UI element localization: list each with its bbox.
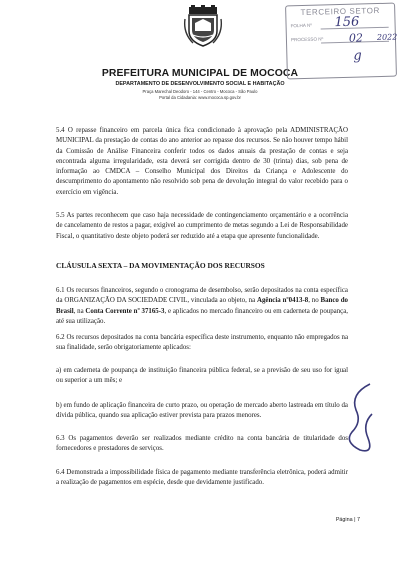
stamp-folha-value: 156	[334, 14, 360, 31]
paragraph-6-2-b: b) em fundo de aplicação financeira de curto prazo, ou operação de mercado aberto lastreada em título da dívida pública, quando sua aplicação estiver prevista para prazos menores.	[56, 402, 348, 420]
paragraph-6-4: 6.4 Demonstrada a impossibilidade física de pagamento mediante transferência eletrônica, poderá admitir a realização de pagamentos em espécie, desde que devidamente justificado.	[56, 469, 348, 487]
stamp-processo-label: PROCESSO Nº	[290, 36, 324, 43]
stamp-processo-year: 2022	[376, 32, 398, 43]
stamp-folha-label: FOLHA Nº	[290, 22, 312, 29]
paragraph-5-4: 5.4 O repasse financeiro em parcela única fica condicionado à aprovação pela ADMINISTRAÇÃO MUNICIPAL da prestação de contas do ano anterior ao repasse dos recursos. Se não houver tempo hábil da Comissão de Análise Financeira conferir todos os dados anuais da prestação de contas e seja encontrada alguma irregularidade, esta deverá ser corrigida dentro de 30 (trinta) dias, sob pena de informação ao CMDCA – Conselho Municipal dos Direitos da Criança e Adolescente do descumprimento do apontamento não resolvido sob pena de devolução integral do valor recebido para o exercício em vigência.	[56, 127, 348, 196]
stamp-processo-value: 02	[348, 31, 364, 45]
stamp-signature: g	[353, 48, 362, 64]
clause-heading: CLÁUSULA SEXTA – DA MOVIMENTAÇÃO DOS RECURSOS	[56, 261, 265, 270]
paragraph-6-2-a: a) em caderneta de poupança de instituição financeira pública federal, se a previsão de seu uso for igual ou superior a um mês; e	[56, 367, 348, 385]
agencia-number: Agência nº0413-8	[257, 297, 309, 305]
bank-name: Banco do Brasil	[56, 297, 348, 315]
account-number: Conta Corrente nº 37165-3	[85, 307, 165, 315]
paragraph-6-3: 6.3 Os pagamentos deverão ser realizados mediante crédito na conta bancária de titularidade dos fornecedores e prestadores de serviços.	[56, 435, 348, 453]
paragraph-5-5: 5.5 As partes reconhecem que caso haja necessidade de contingenciamento orçamentário e a ocorrência de cancelamento de restos a pagar, exigível ao cumprimento de metas segundo a Lei de Responsabilidade Fiscal, o quantitativo deste objeto poderá ser reduzido até a etapa que apresente funcionalidade.	[56, 212, 348, 240]
municipal-crest-icon	[183, 5, 223, 47]
stamp-title: TERCEIRO SETOR	[300, 5, 381, 18]
header-address: Praça Marechal Deodoro - 144 - Centro - Mococa - São Paulo	[142, 89, 258, 94]
paragraph-6-2: 6.2 Os recursos depositados na conta bancária específica deste instrumento, enquanto não empregados na sua finalidade, serão obrigatoriamente aplicados:	[56, 334, 348, 352]
page-number: Página | 7	[335, 517, 360, 523]
initials-mark-icon	[340, 380, 380, 458]
header-department: DEPARTAMENTO DE DESENVOLVIMENTO SOCIAL E HABITAÇÃO	[115, 81, 285, 87]
header-title: PREFEITURA MUNICIPAL DE MOCOCA	[101, 68, 299, 79]
protocol-stamp	[285, 3, 397, 80]
paragraph-6-1: 6.1 Os recursos financeiros, segundo o cronograma de desembolso, serão depositados na conta específica da ORGANIZAÇÃO DA SOCIEDADE CIVIL, vinculada ao objeto, na Agência nº0413-8, no Banco do Brasil, na Conta Corrente nº 37165-3, e aplicados no mercado financeiro ou em caderneta de poupança, até sua utilização.	[56, 287, 348, 325]
header-portal: Portal da Cidadania: www.mococa.sp.gov.br	[159, 95, 241, 100]
